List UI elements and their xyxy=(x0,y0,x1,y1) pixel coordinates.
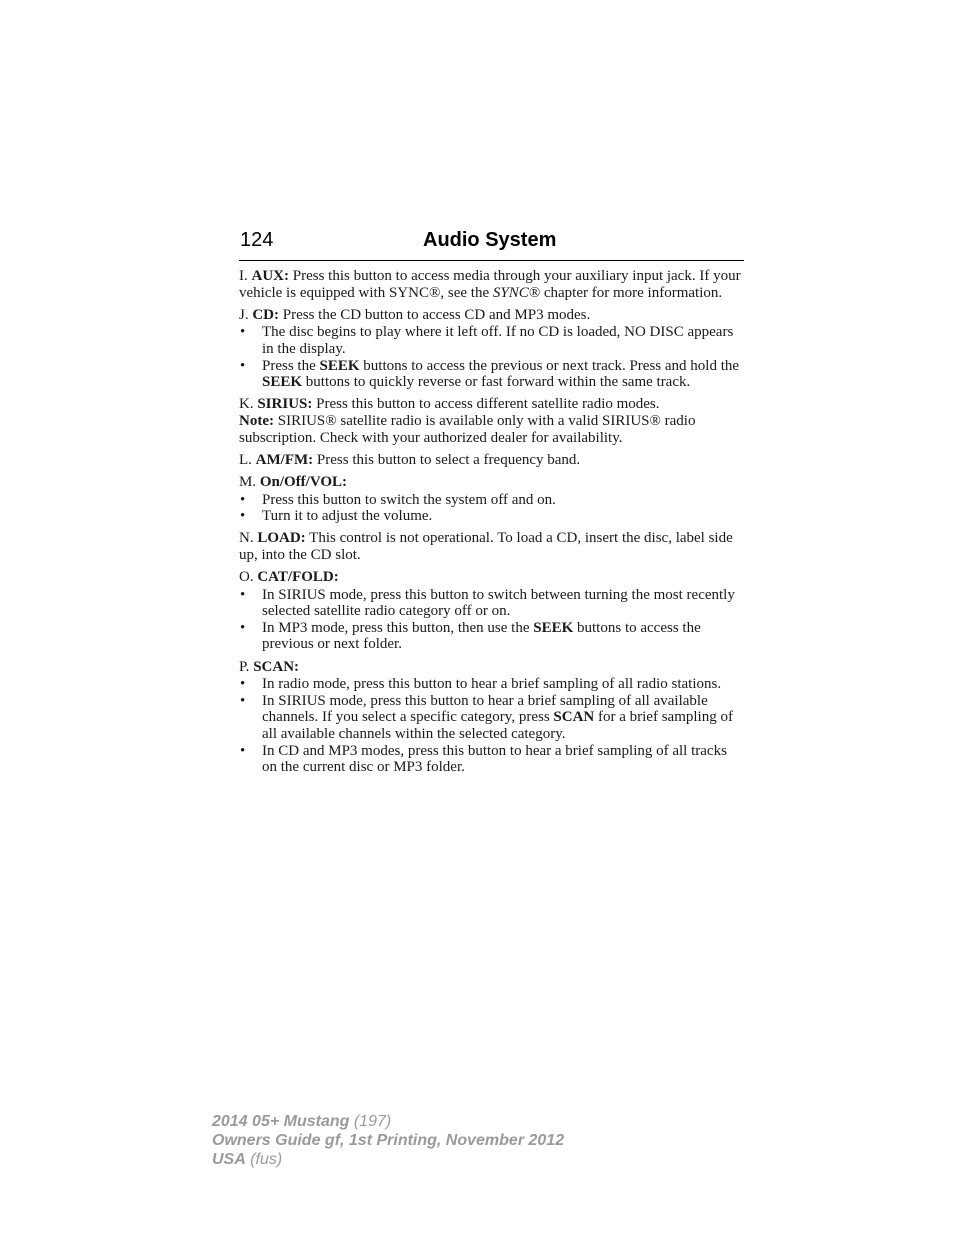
scan-bullet-list xyxy=(239,676,744,776)
sync-reference: SYNC® xyxy=(492,284,541,301)
print-footer xyxy=(212,1112,564,1169)
seek-keyword: SEEK xyxy=(533,619,574,636)
item-label: CD: xyxy=(252,306,280,323)
item-letter: M. xyxy=(239,473,257,490)
item-letter: O. xyxy=(239,569,254,586)
item-label: AM/FM: xyxy=(255,451,314,468)
footer-line-printing xyxy=(212,1131,564,1150)
footer-line-region xyxy=(212,1150,564,1169)
item-sirius xyxy=(239,396,744,446)
bullet-icon: • xyxy=(240,742,246,759)
list-item-text: The disc begins to play where it left off. If no CD is loaded, NO DISC appears in the display. xyxy=(262,324,734,357)
list-item-text: Press this button to switch the system off and on. xyxy=(262,491,556,508)
footer-region: USA xyxy=(212,1151,246,1168)
bullet-icon: • xyxy=(240,692,246,709)
page-number: 124 xyxy=(240,229,274,251)
item-letter: K. xyxy=(239,396,254,413)
item-text: Press this button to access media through your auxiliary input jack. If your vehicle is equipped with SYNC®, see the xyxy=(239,268,741,301)
seek-keyword: SEEK xyxy=(262,374,303,391)
item-cd xyxy=(239,307,744,324)
seek-keyword: SEEK xyxy=(319,357,360,374)
list-item-text: In SIRIUS mode, press this button to hear a brief sampling of all available channels. If you select a specific category, press xyxy=(262,692,708,726)
bullet-icon: • xyxy=(240,324,246,341)
item-text: This control is not operational. To load a CD, insert the disc, label side up, into the CD slot. xyxy=(239,530,733,563)
bullet-icon: • xyxy=(240,491,246,508)
page-header xyxy=(239,228,744,261)
item-label: AUX: xyxy=(251,268,289,284)
note-label: Note: xyxy=(239,412,274,429)
bullet-icon: • xyxy=(240,357,246,374)
list-item xyxy=(239,620,744,653)
note-text: SIRIUS® satellite radio is available only with a valid SIRIUS® radio subscription. Check with your authorized dealer for availability. xyxy=(239,412,696,446)
list-item xyxy=(239,587,744,620)
list-item-text: Press the xyxy=(262,357,320,374)
list-item xyxy=(239,743,744,776)
item-aux xyxy=(239,268,744,301)
list-item xyxy=(239,676,744,693)
list-item-text: for a brief sampling of all available channels within the selected category. xyxy=(262,709,733,742)
list-item-text: buttons to quickly reverse or fast forward within the same track. xyxy=(302,374,691,391)
list-item-text: In SIRIUS mode, press this button to switch between turning the most recently selected satellite radio category off or on. xyxy=(262,586,735,620)
item-text: Press this button to select a frequency band. xyxy=(313,451,581,468)
item-onoff xyxy=(239,474,744,491)
item-label: On/Off/VOL: xyxy=(259,473,348,490)
bullet-icon: • xyxy=(240,676,246,693)
list-item-text: In radio mode, press this button to hear a brief sampling of all radio stations. xyxy=(262,676,722,693)
item-label: LOAD: xyxy=(257,530,306,547)
footer-region-code: (fus) xyxy=(245,1151,283,1168)
list-item-text: In CD and MP3 modes, press this button to hear a brief sampling of all tracks on the current disc or MP3 folder. xyxy=(262,742,727,776)
item-label: SIRIUS: xyxy=(257,396,313,413)
item-letter: J. xyxy=(239,306,249,323)
item-text: Press this button to access different satellite radio modes. xyxy=(312,396,660,413)
item-label: SCAN: xyxy=(253,658,300,675)
onoff-bullet-list xyxy=(239,492,744,525)
item-letter: I. xyxy=(239,268,248,284)
item-letter: P. xyxy=(239,658,250,675)
section-title: Audio System xyxy=(423,229,557,251)
bullet-icon: • xyxy=(240,508,246,525)
list-item-text: buttons to access the previous or next track. Press and hold the xyxy=(359,357,740,374)
footer-page-code: (197) xyxy=(349,1113,392,1130)
page-content xyxy=(239,268,744,781)
item-amfm xyxy=(239,452,744,469)
item-catfold xyxy=(239,569,744,586)
item-label: CAT/FOLD: xyxy=(257,569,339,586)
footer-printing: Owners Guide gf, 1st Printing, November 2012 xyxy=(212,1132,565,1149)
footer-line-model xyxy=(212,1112,564,1131)
bullet-icon: • xyxy=(240,619,246,636)
cd-bullet-list xyxy=(239,324,744,390)
item-text: Press the CD button to access CD and MP3 modes. xyxy=(279,306,591,323)
list-item xyxy=(239,492,744,509)
list-item xyxy=(239,693,744,743)
list-item xyxy=(239,324,744,357)
list-item xyxy=(239,358,744,391)
list-item-text: buttons to access the previous or next folder. xyxy=(262,619,701,653)
list-item-text: Turn it to adjust the volume. xyxy=(262,508,433,525)
list-item xyxy=(239,508,744,525)
footer-model: 2014 05+ Mustang xyxy=(212,1113,350,1130)
list-item-text: In MP3 mode, press this button, then use the xyxy=(262,619,534,636)
item-letter: N. xyxy=(239,530,254,547)
catfold-bullet-list xyxy=(239,587,744,653)
scan-keyword: SCAN xyxy=(553,709,595,726)
item-scan xyxy=(239,659,744,676)
item-load xyxy=(239,530,744,563)
bullet-icon: • xyxy=(240,586,246,603)
item-text: chapter for more information. xyxy=(540,284,723,301)
item-letter: L. xyxy=(239,451,252,468)
